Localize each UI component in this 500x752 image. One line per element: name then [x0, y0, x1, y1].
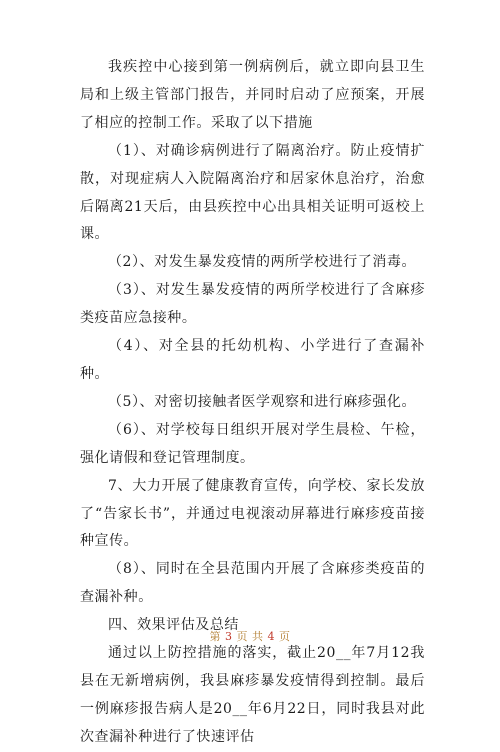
measure-3-paragraph: （3）、对发生暴发疫情的两所学校进行了含麻疹类疫苗应急接种。 [80, 282, 425, 327]
total-pages-number: 4 [267, 630, 275, 643]
measure-6-paragraph: （6）、对学校每日组织开展对学生晨检、午检，强化请假和登记管理制度。 [80, 421, 425, 466]
footer-middle: 页 共 [236, 630, 264, 643]
footer-prefix: 第 [209, 630, 221, 643]
measure-5-paragraph: （5）、对密切接触者医学观察和进行麻疹强化。 [108, 393, 417, 410]
intro-paragraph: 我疾控中心接到第一例病例后，就立即向县卫生局和上级主管部门报告，并同时启动了应预案，开展了相应的控制工作。采取了以下措施 [80, 59, 425, 131]
measure-1-paragraph: （1）、对确诊病例进行了隔离治疗。防止疫情扩散，对现症病人入院隔离治疗和居家休息治疗，治愈后隔离21天后，由县疾控中心出具相关证明可返校上课。 [80, 142, 425, 243]
current-page-number: 3 [225, 630, 233, 643]
measure-7-paragraph: 7、大力开展了健康教育宣传，向学校、家长发放了“告家长书”，并通过电视滚动屏幕进行麻疹疫苗接种宣传。 [80, 477, 425, 550]
measure-2-paragraph: （2）、对发生暴发疫情的两所学校进行了消毒。 [108, 254, 417, 271]
section-heading: 四、效果评估及总结 [108, 617, 239, 634]
document-body [80, 54, 425, 752]
measure-8-paragraph: （8）、同时在全县范围内开展了含麻疹类疫苗的查漏补种。 [80, 561, 425, 606]
page-footer [0, 628, 500, 644]
footer-suffix: 页 [279, 630, 291, 643]
summary-paragraph: 通过以上防控措施的落实，截止20__年7月12我县在无新增病例，我县麻疹暴发疫情得到控制。最后一例麻疹报告病人是20__年6月22日，同时我县对此次查漏补种进行了快速评估 [80, 645, 425, 745]
measure-4-paragraph: （4）、对全县的托幼机构、小学进行了查漏补种。 [80, 338, 425, 382]
